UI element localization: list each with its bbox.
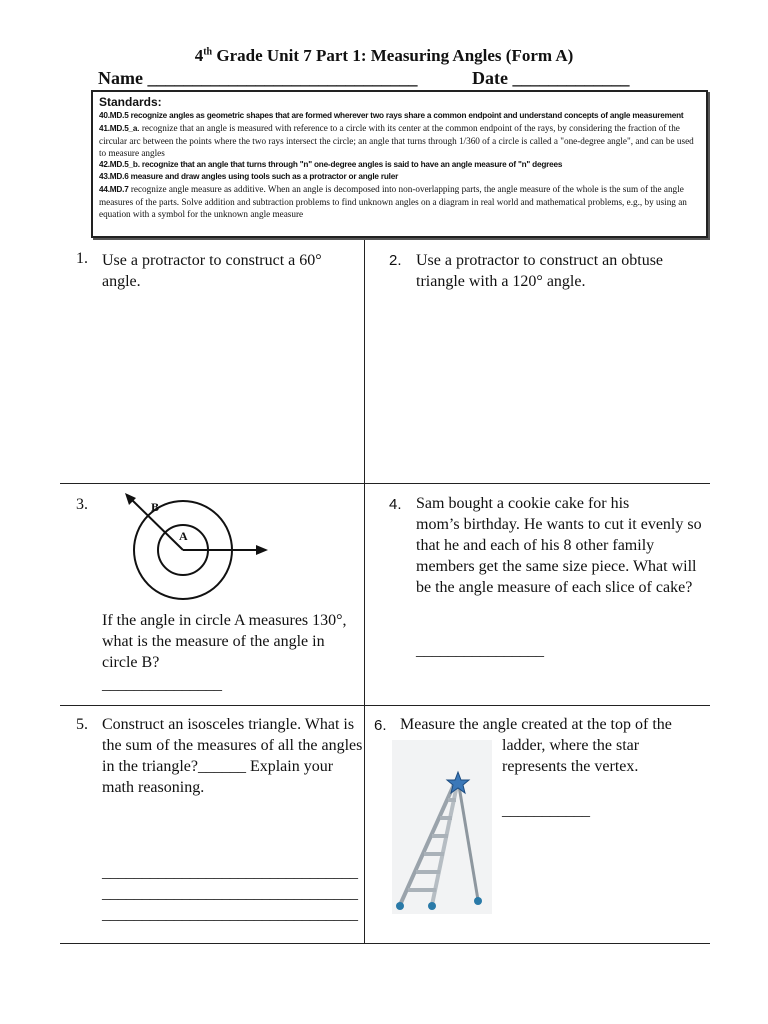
label-b: B	[151, 500, 160, 514]
name-field[interactable]: Name ______________________________	[98, 68, 418, 88]
answer-blank[interactable]: ________________	[416, 642, 544, 659]
question-6-text-line1: Measure the angle created at the top of the	[400, 716, 672, 733]
standard-item: 41.MD.5_a. recognize that an angle is measured with reference to a circle with its center at the common endpoint of the rays, by considering the fraction of the circular arc between the points where the two rays intersect the circle; an angle that turns through 1/360 of a circle is called a "one-degree angle", and can be used to measure angles	[99, 123, 694, 158]
question-number: 3.	[76, 496, 88, 513]
standards-heading: Standards:	[99, 95, 162, 109]
question-5-text: Construct an isosceles triangle. What is the sum of the measures of all the angles in the triangle?______ Explain your math reasoning.	[102, 716, 363, 796]
standard-item: 43.MD.6 measure and draw angles using tools such as a protractor or angle ruler	[99, 172, 399, 181]
page-title: 4th Grade Unit 7 Part 1: Measuring Angles (Form A)	[194, 46, 574, 65]
standard-item: 40.MD.5 recognize angles as geometric shapes that are formed wherever two rays share a common endpoint and understand concepts of angle measurement	[99, 111, 684, 120]
question-number: 6.	[374, 717, 387, 734]
divider-row1	[60, 483, 710, 484]
divider-row2	[60, 705, 710, 706]
divider-row3	[60, 943, 710, 944]
label-a: A	[179, 529, 188, 543]
question-number: 5.	[76, 716, 88, 733]
question-3-text: If the angle in circle A measures 130°, what is the measure of the angle in circle B?	[102, 612, 347, 671]
date-field[interactable]: Date _____________	[472, 68, 630, 88]
standard-item: 44.MD.7 recognize angle measure as additive. When an angle is decomposed into non-overlapping parts, the angle measure of the whole is the sum of the angle measures of the parts. Solve addition and subtraction problems to find unknown angles on a diagram in real world and mathematical problems, e.g., by using an equation with a symbol for the unknown angle measure	[99, 184, 687, 219]
question-6-text-line2: ladder, where the star represents the vertex.	[502, 737, 640, 775]
standards-box	[91, 90, 708, 238]
question-number: 1.	[76, 250, 88, 267]
question-2-text: Use a protractor to construct an obtuse triangle with a 120° angle.	[416, 252, 664, 290]
question-4-text: Sam bought a cookie cake for his mom’s birthday. He wants to cut it evenly so that he and each of his 8 other family members get the same size piece. What will be the angle measure of each slice of cake?	[416, 495, 702, 596]
answer-blank[interactable]: ___________	[502, 802, 590, 819]
question-number: 4.	[389, 496, 402, 513]
question-number: 2.	[389, 252, 402, 269]
question-1-text: Use a protractor to construct a 60° angle.	[102, 252, 322, 290]
answer-blank[interactable]: _______________	[102, 676, 222, 693]
divider-vertical	[364, 240, 365, 944]
standard-item: 42.MD.5_b. recognize that an angle that turns through "n" one-degree angles is said to have an angle measure of "n" degrees	[99, 160, 563, 169]
ladder-image	[392, 740, 492, 914]
concentric-circles-angle-diagram	[110, 485, 280, 605]
answer-lines[interactable]: ________________________________ ________________________________ ________________________________	[102, 864, 358, 923]
